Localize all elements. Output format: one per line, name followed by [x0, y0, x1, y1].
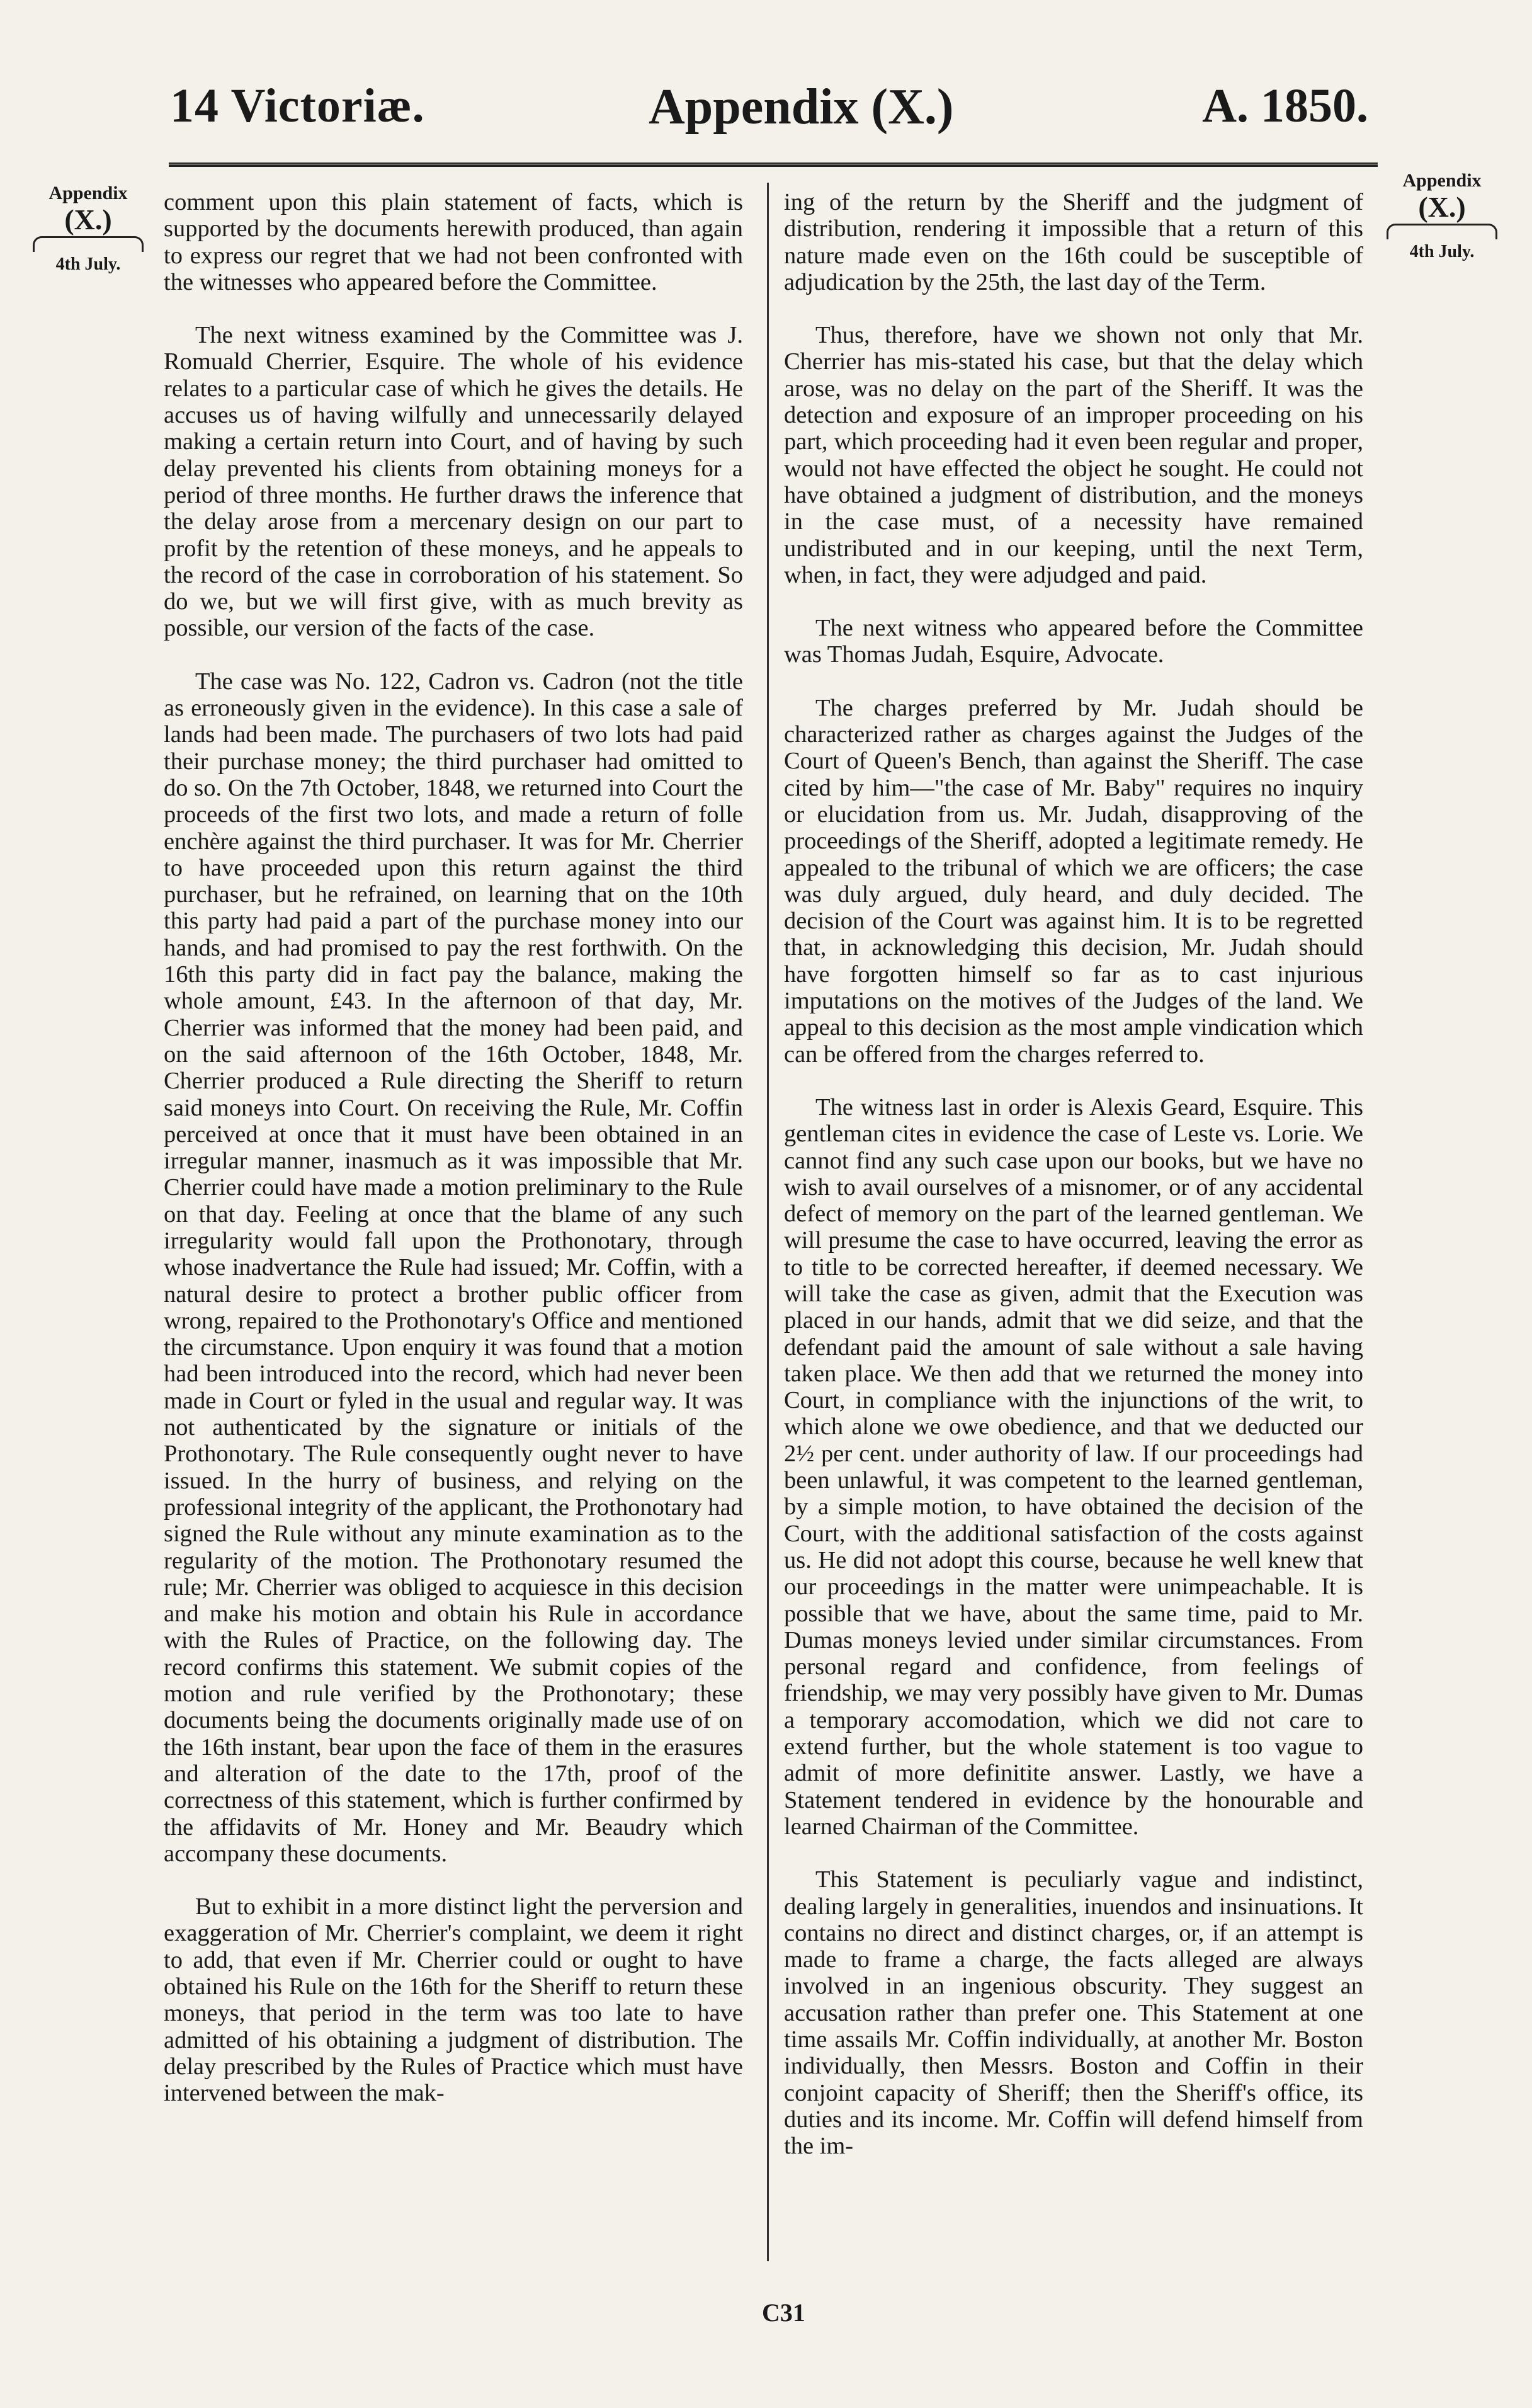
- column-divider: [767, 183, 769, 2261]
- paragraph: The witness last in order is Alexis Geard, Esquire. This gentleman cites in evidence the case of Leste vs. Lorie. We cannot find any such case upon our books, but we have no wish to avail ourselves of a misnomer, or of any accidental defect of memory on the part of the learned gentleman. We will presume the case to have occurred, leaving the error as to title to be corrected hereafter, if deemed necessary. We will take the case as given, admit that the Execution was placed in our hands, admit that we did seize, and that the defendant paid the amount of sale without a sale having taken place. We then add that we returned the money into Court, in compliance with the injunctions of the writ, to which alone we owe obedience, and that we deducted our 2½ per cent. under authority of law. If our proceedings had been unlawful, it was competent to the learned gentleman, by a simple motion, to have obtained the decision of the Court, with the additional satisfaction of the costs against us. He did not adopt this course, because he well knew that our proceedings in the matter were unimpeachable. It is possible that we have, about the same time, paid to Mr. Dumas moneys levied under similar circumstances. From personal regard and confidence, from feelings of friendship, we may very possibly have given to Mr. Dumas a temporary accomodation, which we did not care to extend further, but the whole statement is too vague to admit of more definitite answer. Lastly, we have a Statement tendered in evidence by the honourable and learned Chairman of the Committee.: [784, 1093, 1363, 1840]
- paragraph: The next witness who appeared before the Committee was Thomas Judah, Esquire, Advocate.: [784, 615, 1363, 668]
- left-text-column: [164, 189, 743, 2133]
- margin-appendix-letter: (X.): [1418, 191, 1466, 223]
- left-margin-note: [25, 183, 151, 275]
- margin-appendix-letter: (X.): [64, 203, 112, 236]
- header-year: A. 1850.: [1202, 79, 1368, 132]
- paragraph: The next witness examined by the Committee was J. Romuald Cherrier, Esquire. The whole of his evidence relates to a particular case of which he gives the details. He accuses us of having wilfully and unnecessarily delayed making a certain return into Court, and of having by such delay prevented his clients from obtaining moneys for a period of three months. He further draws the inference that the delay arose from a mercenary design on our part to profit by the retention of these moneys, and he appeals to the record of the case in corroboration of his statement. So do we, but we will first give, with as much brevity as possible, our version of the facts of the case.: [164, 322, 743, 642]
- margin-date: 4th July.: [55, 254, 121, 274]
- header-rule: [169, 163, 1378, 167]
- margin-appendix-label: Appendix: [1402, 170, 1482, 191]
- paragraph: The charges preferred by Mr. Judah should be characterized rather as charges against the Judges of the Court of Queen's Bench, than against the Sheriff. The case cited by him—"the case of Mr. Baby" requires no inquiry or elucidation from us. Mr. Judah, disapproving of the proceedings of the Sheriff, adopted a legitimate remedy. He appealed to the tribunal of which we are officers; the case was duly argued, duly heard, and duly decided. The decision of the Court was against him. It is to be regretted that, in acknowledging this decision, Mr. Judah should have forgotten himself so far as to cast injurious imputations on the motives of the Judges of the land. We appeal to this decision as the most ample vindication which can be offered from the charges referred to.: [784, 694, 1363, 1068]
- header-regnal-year: 14 Victoriæ.: [170, 79, 425, 132]
- running-header: [164, 60, 1375, 142]
- margin-appendix-label: Appendix: [48, 183, 128, 203]
- paragraph: The case was No. 122, Cadron vs. Cadron (not the title as erroneously given in the evidence). In this case a sale of lands had been made. The purchasers of two lots had paid their purchase money; the third purchaser had omitted to do so. On the 7th October, 1848, we returned into Court the proceeds of the first two lots, and made a return of folle enchère against the third purchaser. It was for Mr. Cherrier to have proceeded upon this return against the third purchaser, but he refrained, on learning that on the 10th this party had paid a part of the purchase money into our hands, and had promised to pay the rest forthwith. On the 16th this party did in fact pay the balance, making the whole amount, £43. In the afternoon of that day, Mr. Cherrier was informed that the money had been paid, and on the said afternoon of the 16th October, 1848, Mr. Cherrier produced a Rule directing the Sheriff to return said moneys into Court. On receiving the Rule, Mr. Coffin perceived at once that it must have been obtained in an irregular manner, inasmuch as it was impossible that Mr. Cherrier could have made a motion preliminary to the Rule on that day. Feeling at once that the blame of any such irregularity would fall upon the Prothonotary, through whose inadvertance the Rule had issued; Mr. Coffin, with a natural desire to protect a brother public officer from wrong, repaired to the Prothonotary's Office and mentioned the circumstance. Upon enquiry it was found that a motion had been introduced into the record, which had never been made in Court or fyled in the usual and regular way. It was not authenticated by the signature or initials of the Prothonotary. The Rule consequently ought never to have issued. In the hurry of business, and relying on the professional integrity of the applicant, the Prothonotary had signed the Rule without any minute examination as to the regularity of the motion. The Prothonotary resumed the rule; Mr. Cherrier was obliged to acquiesce in this decision and make his motion and obtain his Rule in accordance with the Rules of Practice, on the following day. The record confirms this statement. We submit copies of the motion and rule verified by the Prothonotary; these documents being the documents originally made use of on the 16th instant, bear upon the face of them in the erasures and alteration of the date to the 17th, proof of the correctness of this statement, which is further confirmed by the affidavits of Mr. Honey and Mr. Beaudry which accompany these documents.: [164, 668, 743, 1867]
- signature-mark: C31: [762, 2298, 805, 2327]
- right-text-column: [784, 189, 1363, 2186]
- paragraph: comment upon this plain statement of facts, which is supported by the documents herewith produced, than again to express our regret that we had not been confronted with the witnesses who appeared before the Committee.: [164, 189, 743, 295]
- header-appendix-title: Appendix (X.): [649, 79, 954, 135]
- paragraph: This Statement is peculiarly vague and indistinct, dealing largely in generalities, inuendos and insinuations. It contains no direct and distinct charges, or, if an attempt is made to frame a charge, the facts alleged are always involved in an ingenious obscurity. They suggest an accusation rather than prefer one. This Statement at one time assails Mr. Coffin individually, at another Mr. Boston individually, then Messrs. Boston and Coffin in their conjoint capacity of Sheriff; then the Sheriff's office, its duties and its income. Mr. Coffin will defend himself from the im-: [784, 1866, 1363, 2160]
- margin-brace: [33, 236, 144, 252]
- margin-date: 4th July.: [1409, 241, 1475, 261]
- margin-brace: [1387, 224, 1497, 239]
- right-margin-note: [1379, 170, 1505, 262]
- paragraph: Thus, therefore, have we shown not only that Mr. Cherrier has mis-stated his case, but that the delay which arose, was no delay on the part of the Sheriff. It was the detection and exposure of an improper proceeding on his part, which proceeding had it even been regular and proper, would not have effected the object he sought. He could not have obtained a judgment of distribution, and the moneys in the case must, of a necessity have remained undistributed and in our keeping, until the next Term, when, in fact, they were adjudged and paid.: [784, 322, 1363, 588]
- paragraph: But to exhibit in a more distinct light the perversion and exaggeration of Mr. Cherrier's complaint, we deem it right to add, that even if Mr. Cherrier could or ought to have obtained his Rule on the 16th for the Sheriff to return these moneys, that period in the term was too late to have admitted of his obtaining a judgment of distribution. The delay prescribed by the Rules of Practice which must have intervened between the mak-: [164, 1893, 743, 2107]
- paragraph: ing of the return by the Sheriff and the judgment of distribution, rendering it impossible that a return of this nature made even on the 16th could be susceptible of adjudication by the 25th, the last day of the Term.: [784, 189, 1363, 295]
